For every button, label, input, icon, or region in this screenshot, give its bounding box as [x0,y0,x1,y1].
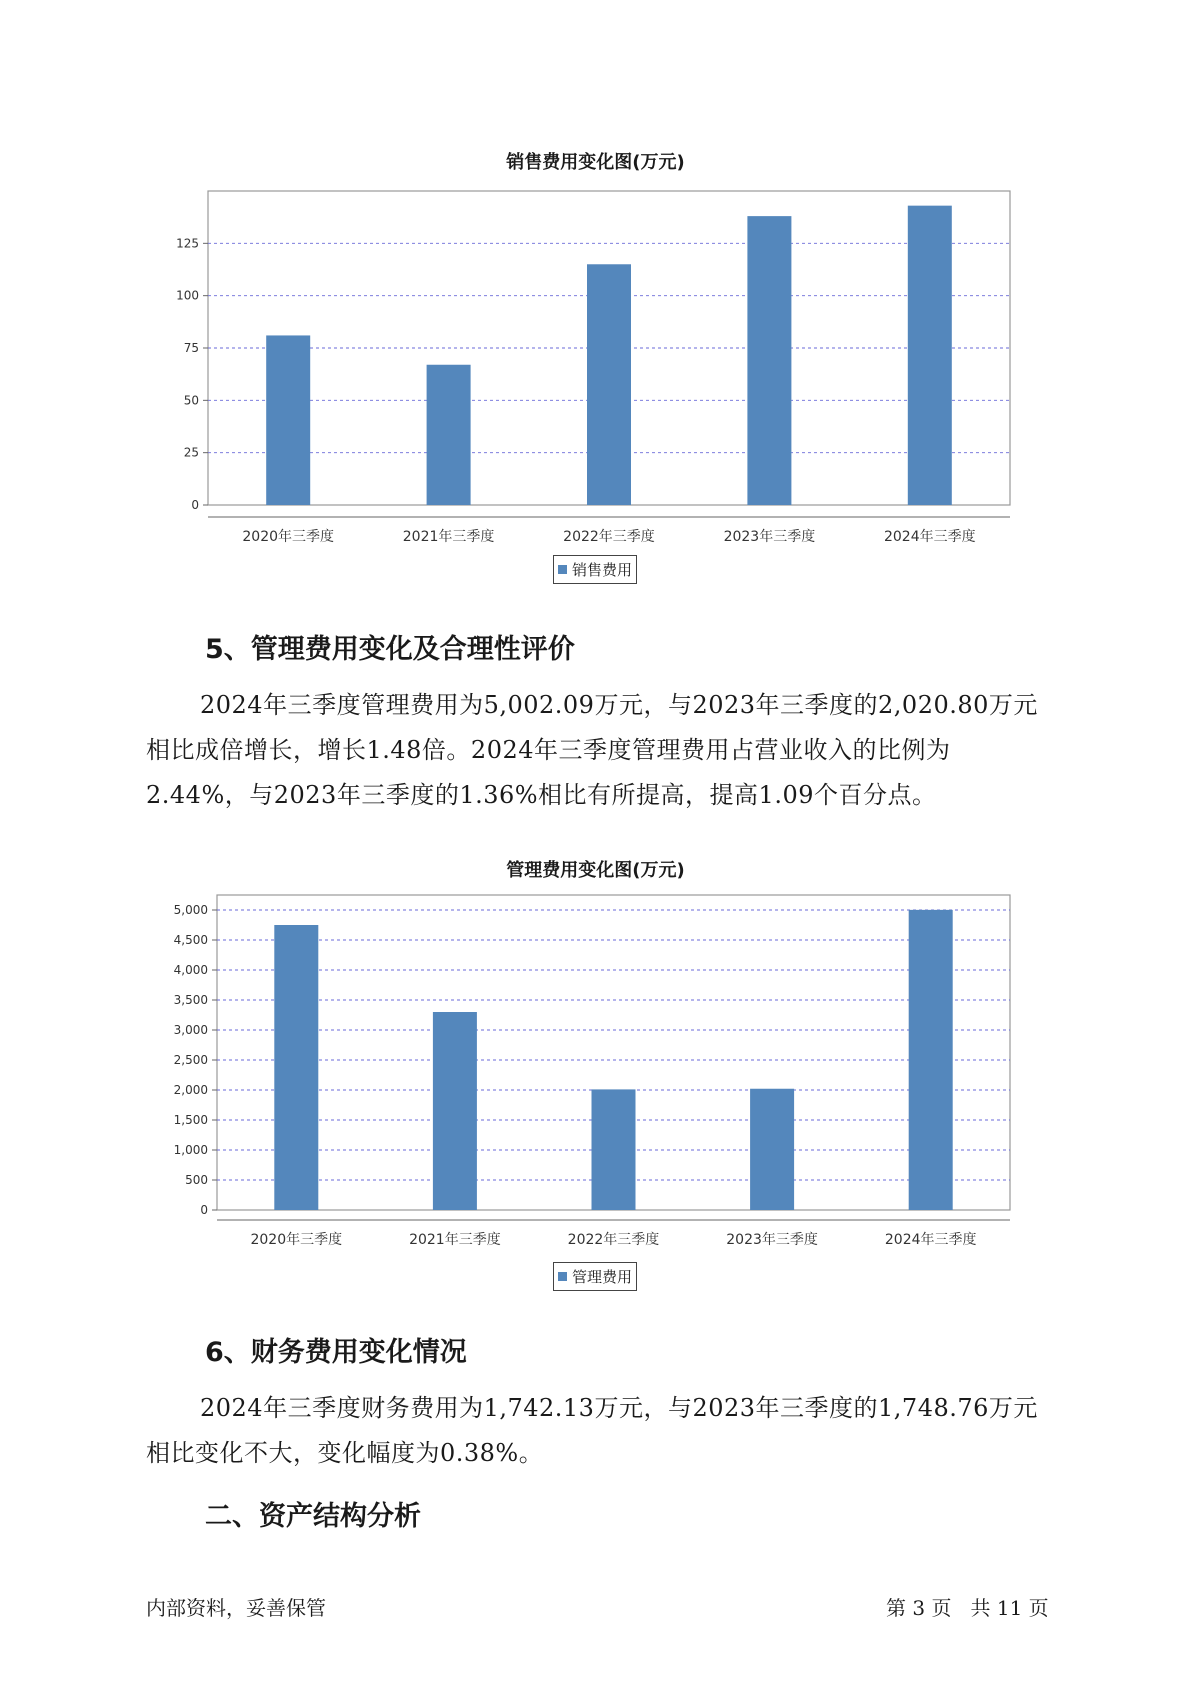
x-tick-label: 2023年三季度 [723,529,816,545]
footer-left: 内部资料，妥善保管 [146,1596,326,1620]
y-tick-label: 3,000 [173,1023,208,1037]
y-tick-label: 5,000 [173,903,208,917]
y-tick-label: 50 [183,393,199,408]
legend-swatch-icon [558,1272,567,1281]
section5-heading: 5、管理费用变化及合理性评价 [205,634,575,665]
y-tick-label: 25 [183,445,199,460]
section5-paragraph: 2024年三季度管理费用为5,002.09万元，与2023年三季度的2,020.80万元相比成倍增长，增长1.48倍。2024年三季度管理费用占营业收入的比例为2.44%，与2023年三季度的1.36%相比有所提高，提高1.09个百分点。 [146,691,1038,809]
y-tick-label: 4,500 [173,933,208,947]
y-tick-label: 3,500 [173,993,208,1007]
y-tick-label: 100 [176,288,199,303]
admin-chart-legend [553,1262,637,1291]
bar-2020年三季度 [274,925,318,1210]
x-tick-label: 2024年三季度 [883,529,976,545]
footer-page-number: 第 3 页 共 11 页 [886,1596,1049,1620]
x-tick-label: 2021年三季度 [409,1232,501,1248]
x-tick-label: 2022年三季度 [567,1232,660,1248]
y-tick-label: 0 [191,498,199,512]
y-tick-label: 2,000 [173,1083,208,1097]
y-tick-label: 500 [185,1173,208,1187]
x-tick-label: 2021年三季度 [402,529,495,545]
bar-2024年三季度 [909,910,953,1210]
bar-2023年三季度 [750,1089,794,1210]
sales-chart-title: 销售费用变化图(万元) [506,152,685,173]
x-tick-label: 2023年三季度 [726,1232,818,1248]
bar-2021年三季度 [433,1012,477,1210]
x-tick-label: 2024年三季度 [884,1232,977,1248]
y-tick-label: 4,000 [173,963,208,977]
legend-label: 销售费用 [572,561,633,579]
y-tick-label: 75 [183,341,199,355]
y-tick-label: 125 [176,236,199,251]
bar-2022年三季度 [592,1089,636,1210]
section2-heading: 二、资产结构分析 [205,1501,421,1532]
y-tick-label: 1,500 [173,1113,208,1127]
legend-label: 管理费用 [572,1268,633,1286]
x-tick-label: 2020年三季度 [250,1232,343,1248]
y-tick-label: 0 [200,1203,208,1217]
y-tick-label: 2,500 [173,1053,208,1067]
section6-heading: 6、财务费用变化情况 [205,1337,467,1368]
x-tick-label: 2022年三季度 [563,529,655,545]
admin-chart-title: 管理费用变化图(万元) [506,860,685,881]
section6-paragraph: 2024年三季度财务费用为1,742.13万元，与2023年三季度的1,748.76万元相比变化不大，变化幅度为0.38%。 [146,1394,1038,1467]
x-tick-label: 2020年三季度 [242,529,335,545]
y-tick-label: 1,000 [173,1143,208,1157]
